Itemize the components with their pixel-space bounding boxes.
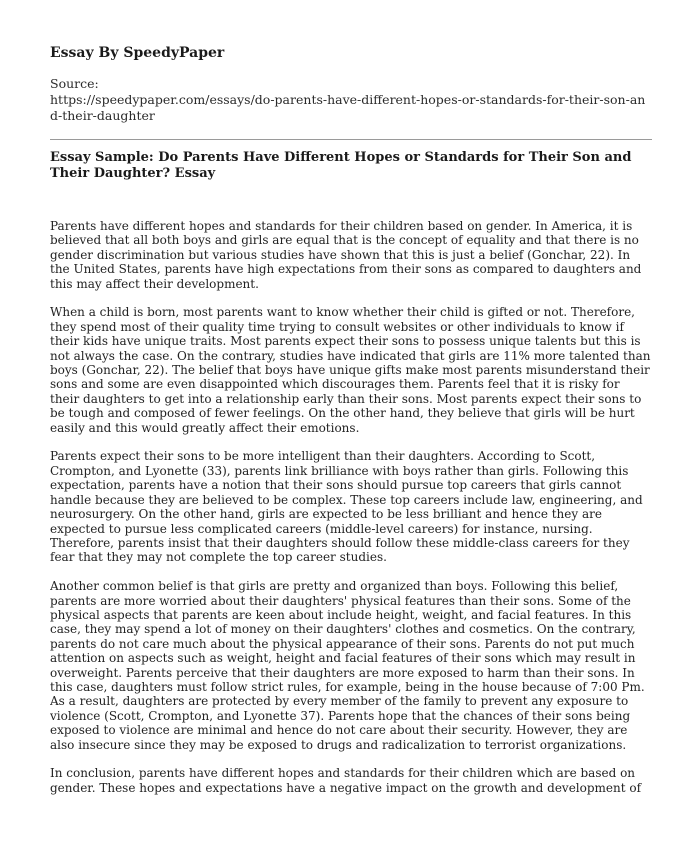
essay-body — [50, 219, 652, 845]
source-block — [50, 76, 652, 124]
brand-heading: Essay By SpeedyPaper — [50, 45, 225, 61]
essay-paragraph: When a child is born, most parents want to know whether their child is gifted or not. Therefore, they spend most of their quality time trying to consult websites or other individuals to know if their kids have unique traits. Most parents expect their sons to possess unique talents but this is not always the case. On the contrary, studies have indicated that girls are 11% more talented than boys (Gonchar, 22). The belief that boys have unique gifts make most parents misunderstand their sons and some are even disappointed which discourages them. Parents feel that it is risky for their daughters to get into a relationship early than their sons. Most parents expect their sons to be tough and composed of fewer feelings. On the other hand, they believe that girls will be hurt easily and this would greatly affect their emotions. — [50, 305, 651, 435]
header-divider — [50, 139, 652, 140]
source-url-link[interactable]: https://speedypaper.com/essays/do-parents-have-different-hopes-or-standards-for-their-son-and-their-daughter — [50, 92, 646, 123]
essay-paragraph: Another common belief is that girls are pretty and organized than boys. Following this belief, parents are more worried about their daughters' physical features than their sons. Some of the physical aspects that parents are keen about include height, weight, and facial features. In this case, they may spend a lot of money on their daughters' clothes and cosmetics. On the contrary, parents do not care much about the physical appearance of their sons. Parents do not put much attention on aspects such as weight, height and facial features of their sons which may result in overweight. Parents perceive that their daughters are more exposed to harm than their sons. In this case, daughters must follow strict rules, for example, being in the house because of 7:00 Pm. As a result, daughters are protected by every member of the family to prevent any exposure to violence (Scott, Crompton, and Lyonette 37). Parents hope that the chances of their sons being exposed to violence are minimal and hence do not care about their security. However, they are also insecure since they may be exposed to drugs and radicalization to terrorist organizations. — [50, 579, 645, 752]
source-label: Source: — [50, 76, 99, 91]
essay-paragraph: Parents have different hopes and standards for their children based on gender. In America, it is believed that all both boys and girls are equal that is the concept of equality and that there is no gender discrimination but various studies have shown that this is just a belief (Gonchar, 22). In the United States, parents have high expectations from their sons as compared to daughters and this may affect their development. — [50, 219, 642, 291]
essay-paragraph: In conclusion, parents have different hopes and standards for their children which are based on gender. These hopes and expectations have a negative impact on the growth and development of — [50, 766, 642, 795]
essay-title: Essay Sample: Do Parents Have Different Hopes or Standards for Their Son and Their Daughter? Essay — [50, 150, 632, 181]
essay-paragraph: Parents expect their sons to be more intelligent than their daughters. According to Scott, Crompton, and Lyonette (33), parents link brilliance with boys rather than girls. Following this expectation, parents have a notion that their sons should pursue top careers that girls cannot handle because they are believed to be complex. These top careers include law, engineering, and neurosurgery. On the other hand, girls are expected to be less brilliant and hence they are expected to pursue less complicated careers (middle-level careers) for instance, nursing. Therefore, parents insist that their daughters should follow these middle-class careers for they fear that they may not complete the top career studies. — [50, 449, 643, 565]
